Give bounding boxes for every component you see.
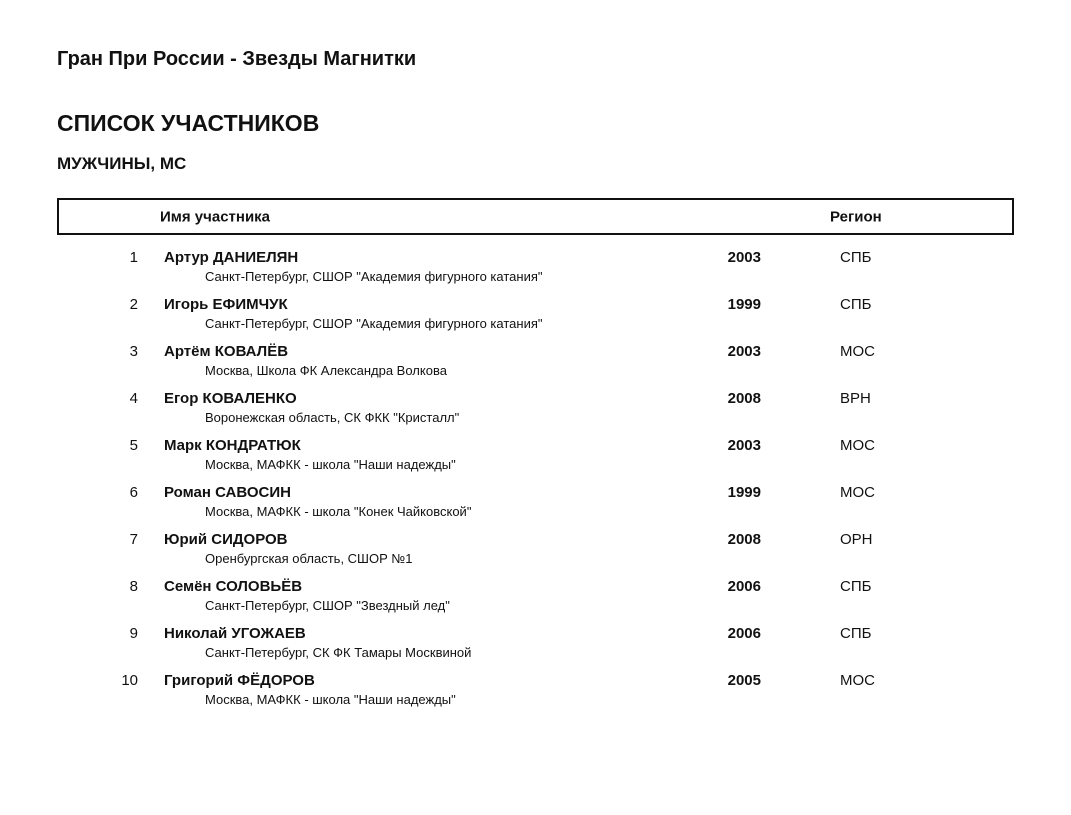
participant-birth-year: 2008 [727,390,761,407]
participant-birth-year: 1999 [727,296,761,313]
participant-number: 5 [129,437,138,454]
event-title: Гран При России - Звезды Магнитки [57,48,417,70]
participant-birth-year: 1999 [727,484,761,501]
participant-region: МОС [840,484,875,501]
participant-number: 6 [129,484,138,501]
participant-region: ОРН [840,531,873,548]
participant-row [57,530,1014,567]
participant-row [57,389,1014,426]
participant-number: 4 [129,390,138,407]
participant-birth-year: 2003 [727,437,761,454]
participant-region: МОС [840,437,875,454]
participant-birth-year: 2006 [727,578,761,595]
participant-name: Николай УГОЖАЕВ [164,625,306,642]
participant-region: ВРН [840,390,871,407]
participant-number: 1 [129,249,138,266]
participant-region: СПБ [840,578,872,595]
participant-row [57,483,1014,520]
participant-region: СПБ [840,249,872,266]
participant-birth-year: 2008 [727,531,761,548]
participant-birth-year: 2006 [727,625,761,642]
participant-club: Москва, МАФКК - школа "Конек Чайковской" [205,504,472,519]
participant-name: Артём КОВАЛЁВ [164,343,289,360]
column-header-name: Имя участника [160,208,271,225]
participant-birth-year: 2003 [727,249,761,266]
participant-number: 2 [129,296,138,313]
participant-number: 9 [129,625,138,642]
participant-row [57,624,1014,661]
participant-club: Москва, Школа ФК Александра Волкова [205,363,447,378]
participant-name: Семён СОЛОВЬЁВ [164,578,303,595]
participant-birth-year: 2003 [727,343,761,360]
participant-name: Юрий СИДОРОВ [164,531,288,548]
participant-club: Москва, МАФКК - школа "Наши надежды" [205,692,456,707]
participant-name: Марк КОНДРАТЮК [164,437,301,454]
participant-number: 10 [121,672,138,689]
participant-club: Санкт-Петербург, СШОР "Академия фигурного катания" [205,316,543,331]
table-header [57,198,1014,235]
participant-number: 3 [129,343,138,360]
participant-row [57,671,1014,708]
participant-number: 8 [129,578,138,595]
participant-club: Санкт-Петербург, СШОР "Академия фигурного катания" [205,269,543,284]
participant-region: СПБ [840,296,872,313]
participant-region: МОС [840,343,875,360]
participant-name: Игорь ЕФИМЧУК [164,296,288,313]
participant-region: СПБ [840,625,872,642]
participant-name: Артур ДАНИЕЛЯН [164,249,299,266]
section-heading: СПИСОК УЧАСТНИКОВ [57,110,320,136]
participant-row [57,577,1014,614]
participant-row [57,342,1014,379]
participant-rows [57,248,1014,708]
participant-club: Санкт-Петербург, СК ФК Тамары Москвиной [205,645,472,660]
participant-row [57,295,1014,332]
participant-club: Воронежская область, СК ФКК "Кристалл" [205,410,460,425]
participant-row [57,436,1014,473]
participant-region: МОС [840,672,875,689]
column-header-region: Регион [830,208,882,225]
participant-club: Санкт-Петербург, СШОР "Звездный лед" [205,598,450,613]
participant-name: Роман САВОСИН [164,484,291,501]
participant-row [57,248,1014,285]
participant-birth-year: 2005 [727,672,761,689]
participant-number: 7 [129,531,138,548]
participant-club: Оренбургская область, СШОР №1 [205,551,413,566]
category-heading: МУЖЧИНЫ, МС [57,154,187,173]
participant-name: Григорий ФЁДОРОВ [164,672,315,689]
participant-club: Москва, МАФКК - школа "Наши надежды" [205,457,456,472]
participant-name: Егор КОВАЛЕНКО [164,390,297,407]
